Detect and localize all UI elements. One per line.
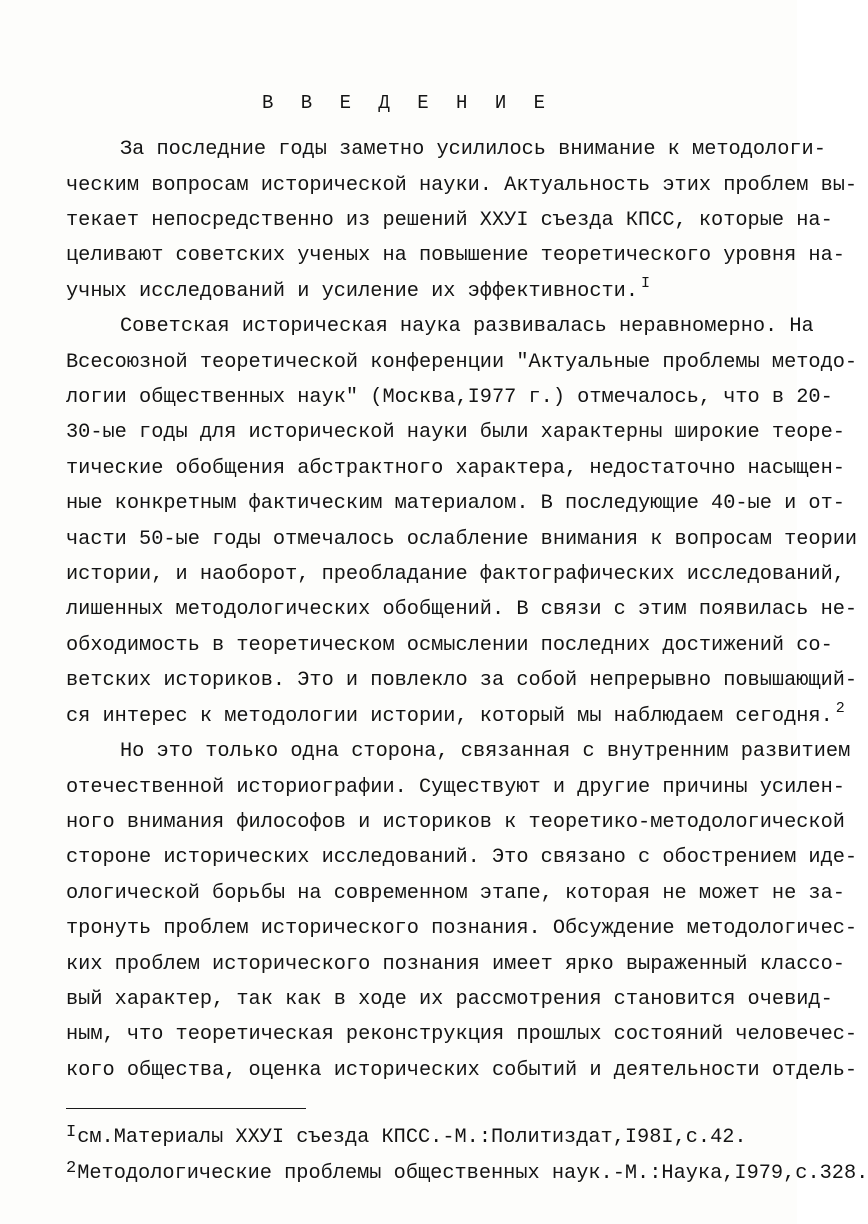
text-line: ные конкретным фактическим материалом. В последующие 40-ые и от- <box>66 492 845 515</box>
text-line: части 50-ые годы отмечалось ослабление внимания к вопросам теории <box>66 528 858 551</box>
text-line: ным, что теоретическая реконструкция прошлых состояний человечес- <box>66 1023 858 1046</box>
text-line: Но это только одна сторона, связанная с внутренним развитием <box>120 740 851 763</box>
text-line: истории, и наоборот, преобладание фактографических исследований, <box>66 563 845 586</box>
page-title: В В Е Д Е Н И Е <box>262 92 554 114</box>
text-line: обходимость в теоретическом осмыслении последних достижений со- <box>66 634 833 657</box>
text-line: 30-ые годы для исторической науки были характерны широкие теоре- <box>66 421 845 444</box>
text-line: лишенных методологических обобщений. В связи с этим появилась не- <box>66 598 858 621</box>
text-line: ологической борьбы на современном этапе, которая не может не за- <box>66 882 845 905</box>
text-line: ного внимания философов и историков к теоретико-методологической <box>66 811 845 834</box>
text-line: ся интерес к методологии истории, который мы наблюдаем сегодня. <box>66 705 833 728</box>
footnote <box>66 1125 747 1152</box>
text-line: целивают советских ученых на повышение теоретического уровня на- <box>66 244 845 267</box>
footnote-text: см.Материалы ХХУI съезда КПСС.-М.:Политиздат,I98I,с.42. <box>77 1126 747 1149</box>
text-line: кого общества, оценка исторических событий и деятельности отдель- <box>66 1059 858 1082</box>
text-line: стороне исторических исследований. Это связано с обострением иде- <box>66 846 858 869</box>
text-line: вый характер, так как в ходе их рассмотрения становится очевид- <box>66 988 833 1011</box>
text-line: отечественной историографии. Существуют и другие причины усилен- <box>66 776 845 799</box>
text-line-with-footnote <box>66 275 651 306</box>
text-line: ких проблем исторического познания имеет ярко выраженный классо- <box>66 953 845 976</box>
footnote-reference: 2 <box>835 700 845 717</box>
text-line: ческим вопросам исторической науки. Актуальность этих проблем вы- <box>66 174 858 197</box>
footnote-text: Методологические проблемы общественных наук.-М.:Наука,I979,с.328. <box>77 1162 868 1185</box>
footnote-mark: 2 <box>66 1159 77 1178</box>
text-line: логии общественных наук" (Москва,I977 г.) отмечалось, что в 20- <box>66 386 833 409</box>
text-line: За последние годы заметно усилилось внимание к методологи- <box>120 138 826 161</box>
text-line: текает непосредственно из решений ХХУI съезда КПСС, которые на- <box>66 209 833 232</box>
text-line: Советская историческая наука развивалась неравномерно. На <box>120 315 814 338</box>
text-line-with-footnote <box>66 700 845 731</box>
text-line: тические обобщения абстрактного характера, недостаточно насыщен- <box>66 457 845 480</box>
footnote-mark: I <box>66 1123 77 1142</box>
text-line: тронуть проблем исторического познания. Обсуждение методологичес- <box>66 917 858 940</box>
text-line: учных исследований и усиление их эффективности. <box>66 280 639 303</box>
footnote <box>66 1161 868 1188</box>
footnote-reference: I <box>641 275 651 292</box>
text-line: ветских историков. Это и повлекло за собой непрерывно повышающий- <box>66 669 858 692</box>
footnote-divider <box>66 1108 306 1109</box>
text-line: Всесоюзной теоретической конференции "Актуальные проблемы методо- <box>66 351 858 374</box>
